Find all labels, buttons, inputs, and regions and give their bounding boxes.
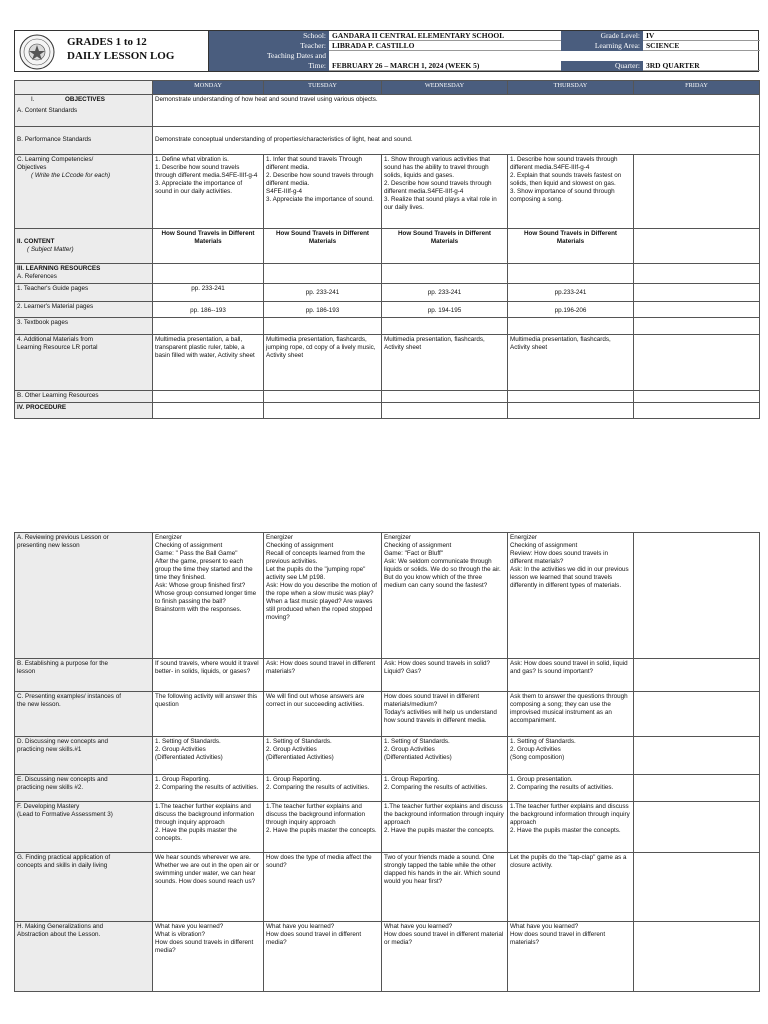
procedure-row-presenting-examples — [15, 692, 760, 737]
additional-friday — [634, 335, 760, 391]
quarter-value: 3RD QUARTER — [643, 61, 760, 71]
tg-monday: pp. 233-241 — [153, 284, 264, 302]
procedure-generalizations-monday: What have you learned? What is vibration? How does sound travels in different media? — [153, 922, 264, 992]
procedure-practical-application-wednesday: Two of your friends made a sound. One strongly tapped the table while the other clapped his hands in the air. Which sound would you hear first? — [382, 853, 508, 922]
dates-label-1: Teaching Dates and — [209, 51, 329, 61]
title-line-1: GRADES 1 to 12 — [67, 36, 147, 48]
document-title — [67, 35, 174, 63]
lm-wednesday: pp. 194-195 — [382, 302, 508, 318]
procedure-developing-mastery-friday — [634, 802, 760, 853]
lm-tuesday: pp. 186-193 — [264, 302, 382, 318]
performance-standards-value: Demonstrate conceptual understanding of properties/characteristics of light, heat and sound. — [153, 127, 760, 155]
tg-tuesday: pp. 233-241 — [264, 284, 382, 302]
performance-standards-row — [15, 127, 760, 155]
objectives-label-cell — [15, 95, 153, 127]
area-label: Learning Area: — [561, 41, 643, 51]
procedure-row-practical-application — [15, 853, 760, 922]
procedure-practical-application-thursday: Let the pupils do the "tap-clap" game as a closure activity. — [508, 853, 634, 922]
dates-label-2: Time: — [209, 61, 329, 71]
procedure-practical-application-friday — [634, 853, 760, 922]
content-tuesday: How Sound Travels in Different Materials — [264, 229, 382, 264]
grade-label: Grade Level: — [561, 31, 643, 41]
day-header-row — [15, 81, 760, 95]
procedure-developing-mastery-wednesday: 1.The teacher further explains and discuss the background information through inquiry approach 2. Have the pupils master the concepts. — [382, 802, 508, 853]
header-info-grid — [208, 31, 760, 72]
teacher-label: Teacher: — [209, 41, 329, 51]
competencies-thursday: 1. Describe how sound travels through different media.S4FE-IIIf-g-4 2. Explain that sounds travels fastest on solids, then liquid and slowest on gas. 3. Show importance of sound through composing a song. — [508, 155, 634, 229]
procedure-discussing-concepts-1-friday — [634, 737, 760, 775]
additional-wednesday: Multimedia presentation, flashcards, Activity sheet — [382, 335, 508, 391]
procedure-establishing-purpose-wednesday: Ask: How does sound travels in solid? Liquid? Gas? — [382, 659, 508, 692]
procedure-discussing-concepts-1-tuesday: 1. Setting of Standards. 2. Group Activities (Differentiated Activities) — [264, 737, 382, 775]
procedure-label-generalizations: H. Making Generalizations and Abstraction about the Lesson. — [15, 922, 153, 992]
content-thursday: How Sound Travels in Different Materials — [508, 229, 634, 264]
textbook-label: 3. Textbook pages — [15, 318, 153, 335]
teacher-value: LIBRADA P. CASTILLO — [329, 41, 561, 51]
additional-tuesday: Multimedia presentation, flashcards, jumping rope, cd copy of a lively music, Activity sheet — [264, 335, 382, 391]
competencies-label: C. Learning Competencies/ Objectives — [17, 156, 94, 171]
procedure-practical-application-tuesday: How does the type of media affect the sound? — [264, 853, 382, 922]
procedure-establishing-purpose-thursday: Ask: How does sound travel in solid, liquid and gas? Is sound important? — [508, 659, 634, 692]
day-header-thursday: THURSDAY — [508, 81, 634, 95]
dates-label-row — [209, 51, 760, 61]
procedure-reviewing-lesson-thursday: Energizer Checking of assignment Review: How does sound travels in different materials? Ask: In the activities we did in our previous lesson we learned that sound travels differently in different types of materials. — [508, 533, 634, 659]
procedure-rows — [15, 533, 760, 992]
references-label: A. References — [17, 273, 57, 280]
grade-value: IV — [643, 31, 760, 41]
learning-resources-label-cell — [15, 264, 153, 284]
additional-thursday: Multimedia presentation, flashcards, Activity sheet — [508, 335, 634, 391]
procedure-row-discussing-concepts-2 — [15, 775, 760, 802]
teachers-guide-row — [15, 284, 760, 302]
procedure-label-reviewing-lesson: A. Reviewing previous Lesson or presenting new lesson — [15, 533, 153, 659]
procedure-discussing-concepts-2-thursday: 1. Group presentation. 2. Comparing the results of activities. — [508, 775, 634, 802]
quarter-label: Quarter: — [561, 61, 643, 71]
procedure-discussing-concepts-2-wednesday: 1. Group Reporting. 2. Comparing the results of activities. — [382, 775, 508, 802]
procedure-reviewing-lesson-tuesday: Energizer Checking of assignment Recall of concepts learned from the previous activities. Let the pupils do the "jumping rope" activity see LM p198. Ask: How do you describe the motion of the rope when a slow music was play? When a fast music played? Are waves still produced when the roped stopped moving? — [264, 533, 382, 659]
lm-friday — [634, 302, 760, 318]
school-label: School: — [209, 31, 329, 41]
procedure-label-establishing-purpose: B. Establishing a purpose for the lesson — [15, 659, 153, 692]
tg-wednesday: pp. 233-241 — [382, 284, 508, 302]
procedure-generalizations-wednesday: What have you learned? How does sound travel in different material or media? — [382, 922, 508, 992]
procedure-heading-row — [15, 403, 760, 419]
procedure-developing-mastery-tuesday: 1.The teacher further explains and discuss the background information through inquiry approach 2. Have the pupils master the concepts. — [264, 802, 382, 853]
school-value: GANDARA II CENTRAL ELEMENTARY SCHOOL — [329, 31, 561, 41]
procedure-establishing-purpose-tuesday: Ask: How does sound travel in different materials? — [264, 659, 382, 692]
procedure-developing-mastery-thursday: 1.The teacher further explains and discuss the background information through inquiry approach 2. Have the pupils master the concepts. — [508, 802, 634, 853]
content-standards-row — [15, 95, 760, 127]
performance-standards-label: B. Performance Standards — [15, 127, 153, 155]
learners-material-label: 2. Learner's Material pages — [15, 302, 153, 318]
procedure-generalizations-friday — [634, 922, 760, 992]
additional-monday: Multimedia presentation, a ball, transparent plastic ruler, table, a basin filled with water, Activity sheet — [153, 335, 264, 391]
lesson-plan-table — [14, 80, 760, 419]
content-friday — [634, 229, 760, 264]
competencies-tuesday: 1. Infer that sound travels Through different media. 2. Describe how sound travels through different media. S4FE-IIIf-g-4 3. Appreciate the importance of sound. — [264, 155, 382, 229]
procedure-presenting-examples-monday: The following activity will answer this question — [153, 692, 264, 737]
tg-thursday: pp.233-241 — [508, 284, 634, 302]
lesson-log-header — [14, 30, 759, 72]
tg-friday — [634, 284, 760, 302]
learners-material-row — [15, 302, 760, 318]
learning-resources-row — [15, 264, 760, 284]
dates-row — [209, 61, 760, 71]
procedure-discussing-concepts-2-monday: 1. Group Reporting. 2. Comparing the results of activities. — [153, 775, 264, 802]
procedure-practical-application-monday: We hear sounds wherever we are. Whether we are out in the open air or swimming under water, we can hear sounds. How does sound reach us? — [153, 853, 264, 922]
procedure-label-developing-mastery: F. Developing Mastery (Lead to Formative Assessment 3) — [15, 802, 153, 853]
lm-monday: pp. 186--193 — [153, 302, 264, 318]
competencies-note: ( Write the LCcode for each) — [31, 172, 111, 179]
procedure-discussing-concepts-2-friday — [634, 775, 760, 802]
deped-seal-icon — [19, 34, 55, 70]
procedure-developing-mastery-monday: 1.The teacher further explains and discuss the background information through inquiry approach 2. Have the pupils master the concepts. — [153, 802, 264, 853]
content-standards-value: Demonstrate understanding of how heat and sound travel using various objects. — [153, 95, 760, 127]
procedure-row-establishing-purpose — [15, 659, 760, 692]
procedure-generalizations-tuesday: What have you learned? How does sound travel in different media? — [264, 922, 382, 992]
competencies-wednesday: 1. Show through various activities that sound has the ability to travel through solids, liquids and gases. 2. Describe how sound travels through different media.S4FE-IIIf-g-4 3. Realize that sound plays a vital role in our daily lives. — [382, 155, 508, 229]
additional-materials-label: 4. Additional Materials from Learning Resource LR portal — [15, 335, 153, 391]
objectives-heading: OBJECTIVES — [65, 96, 105, 103]
procedure-row-developing-mastery — [15, 802, 760, 853]
procedure-discussing-concepts-2-tuesday: 1. Group Reporting. 2. Comparing the results of activities. — [264, 775, 382, 802]
procedure-presenting-examples-thursday: Ask them to answer the questions through composing a song; they can use the improvised musical instrument as an accompaniment. — [508, 692, 634, 737]
day-header-monday: MONDAY — [153, 81, 264, 95]
competencies-friday — [634, 155, 760, 229]
procedure-establishing-purpose-friday — [634, 659, 760, 692]
procedure-presenting-examples-friday — [634, 692, 760, 737]
procedure-reviewing-lesson-monday: Energizer Checking of assignment Game: " Pass the Ball Game" After the game, present to each group the time they started and the time they finished. Ask: Whose group finished first? Whose group consumed longer time to finish passing the ball? Brainstorm with the responses. — [153, 533, 264, 659]
content-standards-label: A. Content Standards — [17, 107, 78, 114]
content-label-cell — [15, 229, 153, 264]
procedure-discussing-concepts-1-monday: 1. Setting of Standards. 2. Group Activities (Differentiated Activities) — [153, 737, 264, 775]
content-monday: How Sound Travels in Different Materials — [153, 229, 264, 264]
procedure-presenting-examples-wednesday: How does sound travel in different materials/medium? Today's activities will help us understand how sound travels in different media. — [382, 692, 508, 737]
lm-thursday: pp.196-206 — [508, 302, 634, 318]
learning-resources-label: III. LEARNING RESOURCES — [17, 265, 101, 272]
content-row — [15, 229, 760, 264]
procedure-generalizations-thursday: What have you learned? How does sound travel in different materials? — [508, 922, 634, 992]
procedure-discussing-concepts-1-thursday: 1. Setting of Standards. 2. Group Activities (Song composition) — [508, 737, 634, 775]
competencies-row — [15, 155, 760, 229]
other-resources-label: B. Other Learning Resources — [15, 391, 153, 403]
teachers-guide-label: 1. Teacher's Guide pages — [15, 284, 153, 302]
competencies-monday: 1. Define what vibration is. 1. Describe how sound travels through different media.S4FE-IIIf-g-4 3. Appreciate the importance of sound in our daily activities. — [153, 155, 264, 229]
procedure-row-discussing-concepts-1 — [15, 737, 760, 775]
content-wednesday: How Sound Travels in Different Materials — [382, 229, 508, 264]
procedure-discussing-concepts-1-wednesday: 1. Setting of Standards. 2. Group Activities (Differentiated Activities) — [382, 737, 508, 775]
procedure-label: IV. PROCEDURE — [15, 403, 153, 419]
procedure-row-reviewing-lesson — [15, 533, 760, 659]
objectives-number: I. — [31, 96, 35, 103]
procedure-label-practical-application: G. Finding practical application of concepts and skills in daily living — [15, 853, 153, 922]
procedure-row-generalizations — [15, 922, 760, 992]
content-note: ( Subject Matter) — [27, 246, 74, 253]
day-header-tuesday: TUESDAY — [264, 81, 382, 95]
teacher-row — [209, 41, 760, 51]
area-value: SCIENCE — [643, 41, 760, 51]
dates-value: FEBRUARY 26 – MARCH 1, 2024 (WEEK 5) — [329, 61, 561, 71]
day-header-friday: FRIDAY — [634, 81, 760, 95]
competencies-label-cell — [15, 155, 153, 229]
procedure-reviewing-lesson-wednesday: Energizer Checking of assignment Game: "Fact or Bluff" Ask: We seldom communicate through liquids or solids. We do so through the air. But do you know which of the three medium can carry sound the fastest? — [382, 533, 508, 659]
other-resources-row — [15, 391, 760, 403]
procedure-label-presenting-examples: C. Presenting examples/ instances of the new lesson. — [15, 692, 153, 737]
school-row — [209, 31, 760, 41]
procedure-reviewing-lesson-friday — [634, 533, 760, 659]
procedure-label-discussing-concepts-2: E. Discussing new concepts and practicing new skills #2. — [15, 775, 153, 802]
content-label: II. CONTENT — [17, 238, 55, 245]
procedure-label-discussing-concepts-1: D. Discussing new concepts and practicing new skills.#1 — [15, 737, 153, 775]
procedure-presenting-examples-tuesday: We will find out whose answers are correct in our succeeding activities. — [264, 692, 382, 737]
procedure-establishing-purpose-monday: If sound travels, where would it travel better- in solids, liquids, or gases? — [153, 659, 264, 692]
additional-materials-row — [15, 335, 760, 391]
day-header-wednesday: WEDNESDAY — [382, 81, 508, 95]
title-line-2: DAILY LESSON LOG — [67, 50, 175, 62]
textbook-row — [15, 318, 760, 335]
procedure-table — [14, 532, 760, 992]
